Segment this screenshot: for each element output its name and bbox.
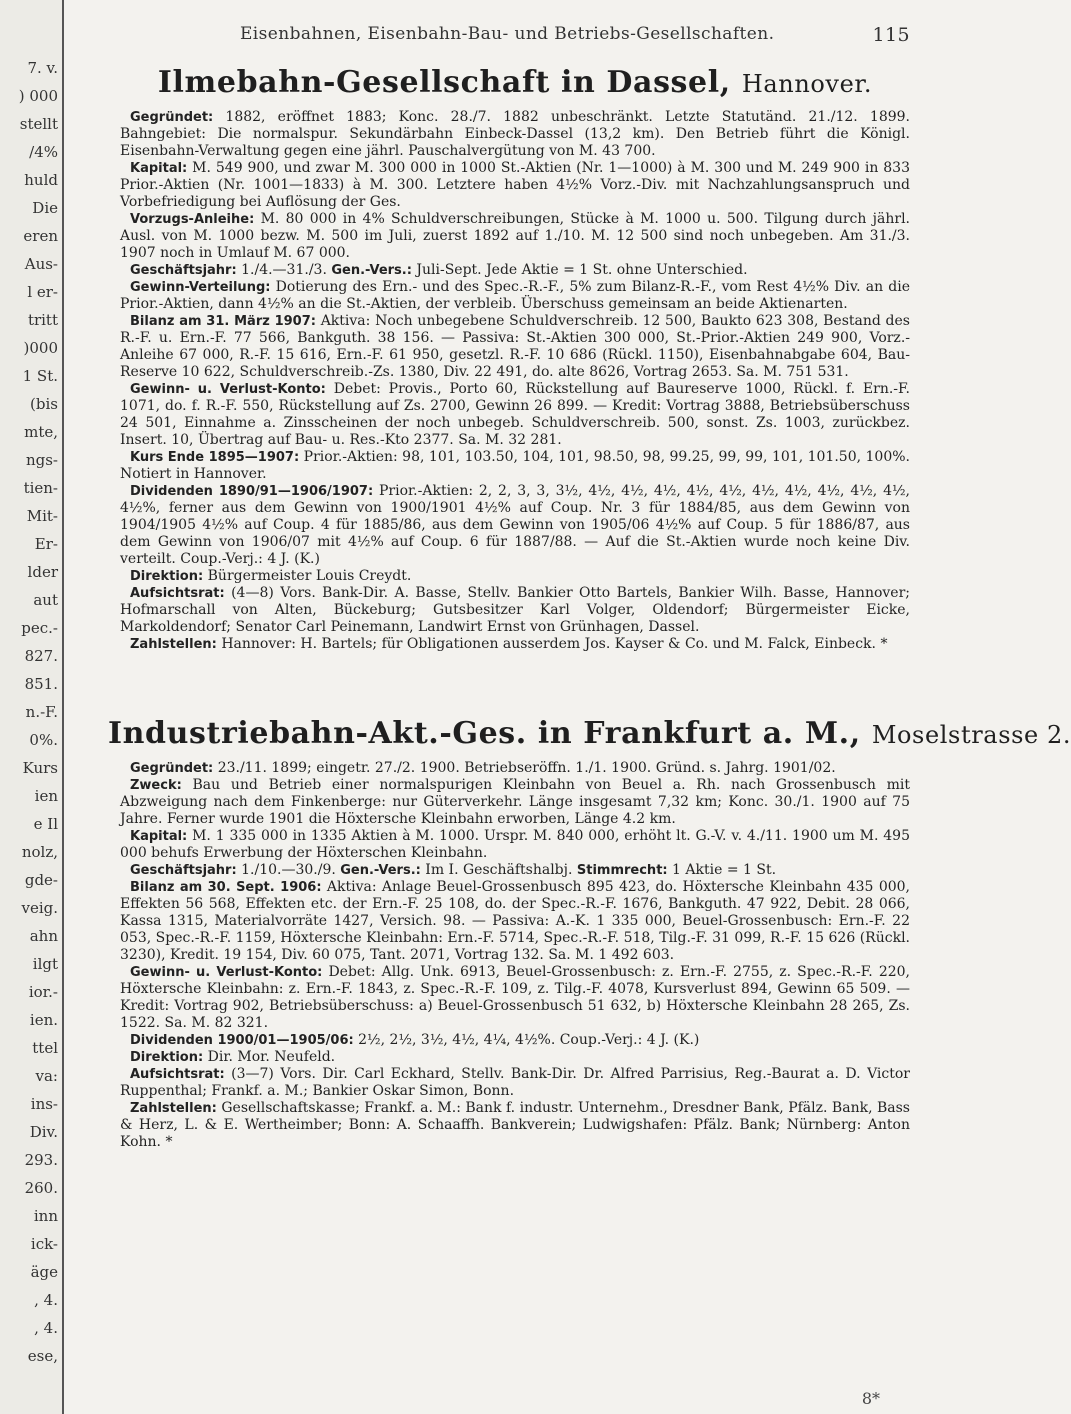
margin-fragment: veig. <box>21 899 58 917</box>
margin-fragment: ick- <box>30 1235 58 1253</box>
field-text: Prior.-Aktien: 2, 2, 3, 3, 3½, 4½, 4½, 4½, 4½, 4½, 4½, 4½, 4½, 4½, 4½, 4½%, ferner aus dem Gewinn von 1900/1901 4½% auf Coup. Nr. 3 für 1884/85, aus dem Gewinn von 1904/1905 4½% auf Coup. 4 für 1885/86, aus dem Gewinn von 1905/06 4½% auf Coup. 5 für 1886/87, aus dem Gewinn von 1906/07 mit 4½% auf Coup. 6 für 1887/88. — Auf die St.-Aktien wurde noch keine Div. verteilt. Coup.-Verj.: 4 J. (K.) <box>120 483 910 567</box>
margin-fragment: ien <box>34 787 58 805</box>
margin-fragment: aut <box>33 591 58 609</box>
company-heading-industriebahn <box>108 715 1071 754</box>
field-label: Kapital: <box>130 161 188 176</box>
margin-fragment: , 4. <box>34 1319 58 1337</box>
field-label: Gen.-Vers.: <box>340 863 421 878</box>
margin-fragment: (bis <box>30 395 58 413</box>
field-text: Juli-Sept. Jede Aktie = 1 St. ohne Unterschied. <box>411 262 748 278</box>
field-text: Debet: Provis., Porto 60, Rückstellung auf Baureserve 1000, Rückl. f. Ern.-F. 1071, do. f. R.-F. 550, Rückstellung auf Zs. 2700, Gewinn 26 899. — Kredit: Vortrag 3888, Betriebsüberschuss 24 501, Einnahme a. Zinsscheinen der noch unbegeb. Schuldverschreib. 500, sonst. Zs. 1003, zurückbez. Insert. 10, Übertrag auf Bau- u. Res.-Kto 2377. Sa. M. 32 281. <box>120 381 910 448</box>
margin-fragment: e Il <box>33 815 58 833</box>
margin-fragment: nolz, <box>21 843 58 861</box>
field-label: Aufsichtsrat: <box>130 586 225 601</box>
running-head-title: Eisenbahnen, Eisenbahn-Bau- und Betriebs-Gesellschaften. <box>240 24 775 44</box>
entry-paragraph <box>120 1049 910 1066</box>
margin-fragment: 851. <box>24 675 58 693</box>
margin-fragment: mte, <box>24 423 58 441</box>
margin-fragment: Aus- <box>24 255 58 273</box>
field-text: Dotierung des Ern.- und des Spec.-R.-F., 5% zum Bilanz-R.-F., vom Rest 4½% Div. an die Prior.-Aktien, dann 4½% an die St.-Aktien, der verbleib. Überschuss gemeinsam an beide Aktienarten. <box>120 279 910 312</box>
margin-fragment: Kurs <box>22 759 58 777</box>
margin-fragment: pec.- <box>21 619 58 637</box>
margin-fragment: 260. <box>24 1179 58 1197</box>
entry-paragraph <box>120 381 910 449</box>
margin-fragment: l er- <box>27 283 58 301</box>
field-text: M. 1 335 000 in 1335 Aktien à M. 1000. Urspr. M. 840 000, erhöht lt. G.-V. v. 4./11. 1900 um M. 495 000 behufs Erwerbung der Höxterschen Kleinbahn. <box>120 828 910 861</box>
field-text: (4—8) Vors. Bank-Dir. A. Basse, Stellv. Bankier Otto Bartels, Bankier Wilh. Basse, Hannover; Hofmarschall von Alten, Bückeburg; Gutsbesitzer Karl Volger, Oldendorf; Bürgermeister Eicke, Markoldendorf; Senator Carl Peinemann, Landwirt Ernst von Grünhagen, Dassel. <box>120 585 910 635</box>
entry-paragraph <box>120 483 910 568</box>
field-label: Stimmrecht: <box>576 863 668 878</box>
field-text: Bürgermeister Louis Creydt. <box>203 568 412 584</box>
field-label: Dividenden 1890/91—1906/1907: <box>130 484 374 499</box>
margin-fragment: äge <box>30 1263 58 1281</box>
field-label: Zweck: <box>130 778 182 793</box>
entry-paragraph <box>120 964 910 1032</box>
entry-paragraph <box>120 449 910 483</box>
entry-paragraph <box>120 313 910 381</box>
entry-paragraph <box>120 862 910 879</box>
field-label: Geschäftsjahr: <box>130 863 237 878</box>
entry-paragraph <box>120 1100 910 1151</box>
margin-fragment: va: <box>35 1067 58 1085</box>
field-label: Kapital: <box>130 829 188 844</box>
field-label: Geschäftsjahr: <box>130 263 237 278</box>
field-label: Gewinn-Verteilung: <box>130 280 271 295</box>
field-label: Gen.-Vers.: <box>331 263 412 278</box>
field-text: Bau und Betrieb einer normalspurigen Kleinbahn von Beuel a. Rh. nach Grossenbusch mit Abzweigung nach dem Finkenberge: nur Güterverkehr. Länge insgesamt 7,32 km; Konc. 30./1. 1900 auf 75 Jahre. Ferner wurde 1901 die Höxtersche Kleinbahn erworben, Länge 4.2 km. <box>120 777 910 827</box>
margin-fragment: Div. <box>29 1123 58 1141</box>
entry-paragraph <box>120 262 910 279</box>
company-name: Ilmebahn-Gesellschaft in Dassel, <box>157 65 731 100</box>
margin-fragment: stellt <box>19 115 58 133</box>
field-text: 1882, eröffnet 1883; Konc. 28./7. 1882 unbeschränkt. Letzte Statutänd. 21./12. 1899. Bahngebiet: Die normalspur. Sekundärbahn Einbeck-Dassel (13,2 km). Den Betrieb führt die Königl. Eisenbahn-Verwaltung gegen eine jährl. Pauschalvergütung von M. 43 700. <box>120 109 910 159</box>
entry-paragraph <box>120 760 910 777</box>
field-text: Aktiva: Noch unbegebene Schuldverschreib. 12 500, Baukto 623 308, Bestand des R.-F. u. Ern.-F. 77 566, Bankguth. 38 156. — Passiva: St.-Aktien 300 000, St.-Prior.-Aktien 249 900, Vorz.-Anleihe 67 000, R.-F. 15 616, Ern.-F. 61 950, gesetzl. R.-F. 10 686 (Rückl. 1150), Eisenbahnabgabe 604, Bau-Reserve 10 622, Schuldverschreib.-Zs. 1380, Div. 22 491, do. alte 8626, Vortrag 2653. Sa. M. 751 531. <box>120 313 910 380</box>
field-text: 23./11. 1899; eingetr. 27./2. 1900. Betriebseröffn. 1./1. 1900. Gründ. s. Jahrg. 1901/02. <box>213 760 836 776</box>
margin-fragment: ior.- <box>28 983 58 1001</box>
margin-fragment: 1 St. <box>22 367 58 385</box>
field-text: Im I. Geschäftshalbj. <box>420 862 577 878</box>
running-head <box>120 18 910 54</box>
document-page <box>108 18 1071 1398</box>
field-text: 1./4.—31./3. <box>236 262 332 278</box>
company-location: Hannover. <box>741 70 873 98</box>
margin-fragment: lder <box>27 563 58 581</box>
margin-fragment: eren <box>23 227 58 245</box>
entry-paragraph <box>120 1032 910 1049</box>
field-label: Bilanz am 31. März 1907: <box>130 314 316 329</box>
field-text: Prior.-Aktien: 98, 101, 103.50, 104, 101, 98.50, 98, 99.25, 99, 99, 101, 101.50, 100%. Notiert in Hannover. <box>120 449 910 482</box>
field-label: Aufsichtsrat: <box>130 1067 225 1082</box>
company-name: Industriebahn-Akt.-Ges. in Frankfurt a. M., <box>108 716 861 751</box>
margin-fragment: gde- <box>24 871 58 889</box>
margin-fragment: 7. v. <box>27 59 58 77</box>
margin-fragment: tritt <box>27 311 58 329</box>
field-label: Dividenden 1900/01—1905/06: <box>130 1033 354 1048</box>
field-label: Bilanz am 30. Sept. 1906: <box>130 880 322 895</box>
margin-fragment: ins- <box>30 1095 58 1113</box>
field-label: Direktion: <box>130 1050 204 1065</box>
field-label: Gegründet: <box>130 110 214 125</box>
margin-fragment: ) 000 <box>18 87 58 105</box>
field-text: Dir. Mor. Neufeld. <box>203 1049 336 1065</box>
field-text: M. 80 000 in 4% Schuldverschreibungen, Stücke à M. 1000 u. 500. Tilgung durch jährl. Ausl. von M. 1000 bezw. M. 500 im Juli, zuerst 1892 auf 1./10. M. 12 500 sind noch unbegeben. Am 31./3. 1907 noch in Umlauf M. 67 000. <box>120 211 910 261</box>
margin-fragment: ahn <box>29 927 58 945</box>
field-label: Vorzugs-Anleihe: <box>130 212 255 227</box>
field-text: (3—7) Vors. Dir. Carl Eckhard, Stellv. Bank-Dir. Dr. Alfred Parrisius, Reg.-Baurat a. D. Victor Ruppenthal; Frankf. a. M.; Bankier Oskar Simon, Bonn. <box>120 1066 910 1099</box>
margin-fragment: Die <box>32 199 58 217</box>
margin-fragment: 827. <box>24 647 58 665</box>
field-label: Gegründet: <box>130 761 214 776</box>
entry-paragraph <box>120 109 910 160</box>
field-text: Debet: Allg. Unk. 6913, Beuel-Grossenbusch: z. Ern.-F. 2755, z. Spec.-R.-F. 220, Höxtersche Kleinbahn: z. Ern.-F. 1843, z. Spec.-R.-F. 109, z. Tilg.-F. 4078, Kursverlust 894, Gewinn 65 509. — Kredit: Vortrag 902, Betriebsüberschuss: a) Beuel-Grossenbusch 51 632, b) Höxtersche Kleinbahn 28 265, Zs. 1522. Sa. M. 82 321. <box>120 964 910 1031</box>
margin-fragment: ien. <box>29 1011 58 1029</box>
margin-fragment: )000 <box>23 339 58 357</box>
company-location: Moselstrasse 2. <box>871 721 1071 749</box>
margin-fragment: /4% <box>29 143 58 161</box>
field-label: Zahlstellen: <box>130 1101 217 1116</box>
margin-fragment: 0%. <box>29 731 58 749</box>
margin-fragment: ngs- <box>25 451 58 469</box>
entry-paragraph <box>120 585 910 636</box>
margin-fragment: ese, <box>27 1347 58 1365</box>
page-number: 115 <box>872 24 910 46</box>
field-text: Aktiva: Anlage Beuel-Grossenbusch 895 423, do. Höxtersche Kleinbahn 435 000, Effekten 56 568, Effekten etc. der Ern.-F. 25 108, do. der Spec.-R.-F. 1676, Bankguth. 47 922, Debit. 28 066, Kassa 1315, Materialvorräte 1427, Versich. 98. — Passiva: A.-K. 1 335 000, Beuel-Grossenbusch: Ern.-F. 22 053, Spec.-R.-F. 1159, Höxtersche Kleinbahn: Ern.-F. 5714, Spec.-R.-F. 518, Tilg.-F. 31 099, R.-F. 15 626 (Rückl. 3230), Kredit. 19 154, Div. 60 075, Tant. 2071, Vortrag 132. Sa. M. 1 492 603. <box>120 879 910 963</box>
adjacent-page-margin <box>0 0 64 1414</box>
field-label: Direktion: <box>130 569 204 584</box>
signature-mark: 8* <box>861 1389 880 1408</box>
margin-fragment: n.-F. <box>25 703 58 721</box>
company-heading-ilmebahn <box>120 64 910 103</box>
margin-fragment: , 4. <box>34 1291 58 1309</box>
margin-fragment: ilgt <box>32 955 58 973</box>
field-label: Kurs Ende 1895—1907: <box>130 450 300 465</box>
margin-fragment: tien- <box>23 479 58 497</box>
entry-paragraph <box>120 777 910 828</box>
company-entry-industriebahn <box>120 760 910 1151</box>
margin-fragment: huld <box>24 171 58 189</box>
margin-fragment: inn <box>33 1207 58 1225</box>
entry-paragraph <box>120 211 910 262</box>
field-text: 1 Aktie = 1 St. <box>667 862 777 878</box>
field-label: Zahlstellen: <box>130 637 217 652</box>
field-label: Gewinn- u. Verlust-Konto: <box>130 382 326 397</box>
entry-paragraph <box>120 160 910 211</box>
entry-paragraph <box>120 279 910 313</box>
entry-paragraph <box>120 636 910 653</box>
field-label: Gewinn- u. Verlust-Konto: <box>130 965 323 980</box>
field-text: M. 549 900, und zwar M. 300 000 in 1000 St.-Aktien (Nr. 1—1000) à M. 300 und M. 249 900 in 833 Prior.-Aktien (Nr. 1001—1833) à M. 300. Letztere haben 4½% Vorz.-Div. mit Nachzahlungsanspruch und Vorbefriedigung bei Auflösung der Ges. <box>120 160 910 210</box>
company-entry-ilmebahn <box>120 109 910 653</box>
entry-paragraph <box>120 879 910 964</box>
field-text: Gesellschaftskasse; Frankf. a. M.: Bank f. industr. Unternehm., Dresdner Bank, Pfälz. Bank, Bass & Herz, L. & E. Wertheimber; Bonn: A. Schaaffh. Bankverein; Ludwigshafen: Pfälz. Bank; Nürnberg: Anton Kohn. * <box>120 1100 910 1150</box>
entry-paragraph <box>120 1066 910 1100</box>
field-text: 2½, 2½, 3½, 4½, 4¼, 4½%. Coup.-Verj.: 4 J. (K.) <box>353 1032 700 1048</box>
entry-paragraph <box>120 568 910 585</box>
field-text: Hannover: H. Bartels; für Obligationen ausserdem Jos. Kayser & Co. und M. Falck, Einbeck. * <box>216 636 888 652</box>
field-text: 1./10.—30./9. <box>236 862 341 878</box>
margin-fragment: 293. <box>24 1151 58 1169</box>
margin-fragment: ttel <box>32 1039 58 1057</box>
entry-paragraph <box>120 828 910 862</box>
margin-fragment: Mit- <box>26 507 58 525</box>
margin-fragment: Er- <box>34 535 58 553</box>
